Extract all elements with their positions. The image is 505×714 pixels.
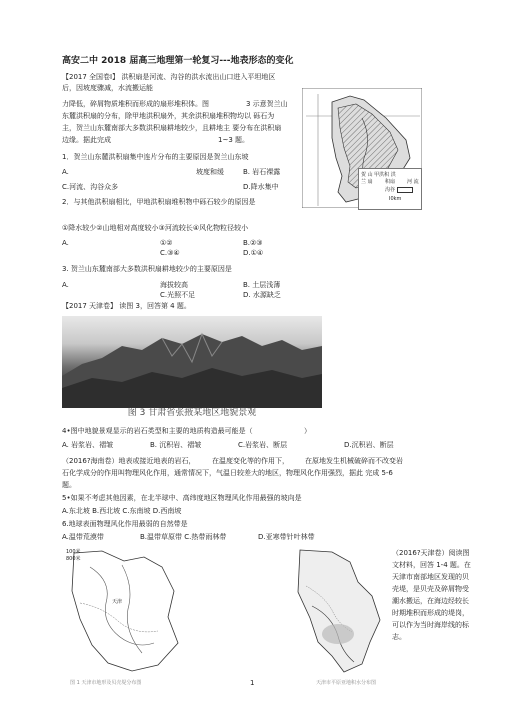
intro-line-1: 【2017 全国卷Ⅰ】 洪积扇是河流、沟谷的洪水流出山口进入平坦地区 — [62, 73, 276, 81]
mountain-silhouette — [62, 316, 322, 408]
q2-option-a: ①② — [160, 239, 173, 247]
q3-option-c: C.光照不足 — [160, 291, 196, 299]
legend-line-5: 沟谷 — [385, 187, 396, 193]
q3-option-a: 海拔较高 — [160, 281, 188, 289]
legend-line-4: 河 流 — [407, 179, 419, 185]
intro-line-6b: 1~3 题。 — [218, 136, 249, 144]
tj2016-line-6: 时期堆积而形成的堤岗， — [392, 609, 469, 617]
intro-line-6: 边缘。据此完成 — [62, 136, 111, 144]
q6-option-bc: B.温带草原带 C.热带雨林带 — [140, 533, 227, 541]
hainan-line-1b: 在温度变化等的作用下， — [212, 457, 289, 465]
q4-stem-end: ） — [304, 427, 311, 435]
tianjin-terrain-map — [62, 547, 186, 675]
q1-option-c: C.河流、沟谷众多 — [62, 183, 119, 191]
q6-option-d: D.亚寒带针叶林带 — [258, 533, 315, 541]
q5-options: A.东北坡 B.西北坡 C.东南坡 D.西南坡 — [62, 507, 182, 515]
tianjin-coast-map — [292, 546, 388, 676]
q4-option-b: B. 沉积岩、褶皱 — [150, 441, 202, 449]
q1-stem: 1．贺兰山东麓洪积扇集中连片分布的主要原因是贺兰山东坡 — [62, 153, 249, 161]
q1-option-a-label: A. — [62, 168, 69, 176]
q6-option-a: A.温带荒漠带 — [62, 533, 104, 541]
map-legend — [358, 168, 422, 210]
q2-option-a-label: A. — [62, 239, 69, 247]
tj2016-line-7: 可以作为当时海岸线的标 — [392, 621, 469, 629]
legend-line-2: 兰 扇 — [361, 179, 373, 185]
scale-bar-icon — [397, 187, 413, 193]
map-label-b: 800米 — [66, 556, 81, 562]
page-title: 高安二中 2018 届高三地理第一轮复习---地表形态的变化 — [62, 56, 294, 66]
legend-line-1: 贺 山 甲洪积 洪 — [361, 172, 396, 178]
left-map-caption: 图 1 天津市地形及贝壳堤分布图 — [70, 680, 142, 686]
hainan-line-3: 题。 — [62, 481, 76, 489]
q1-option-b: B. 岩石裸露 — [243, 168, 281, 176]
intro-line-3b: 3 示意贺兰山 — [246, 100, 288, 108]
tianjin-2017-heading: 【2017 天津卷】 读图 3，回答第 4 题。 — [62, 302, 191, 310]
q3-option-a-label: A. — [62, 281, 69, 289]
q3-option-d: D. 水源缺乏 — [243, 291, 281, 299]
tj2016-line-5: 潮水搬运，在海边经较长 — [392, 597, 469, 605]
terrain-map-graphic — [62, 547, 186, 675]
hainan-line-1: （2016?海南卷）地表或接近地表的岩石， — [62, 457, 196, 465]
hainan-line-1c: 在原地发生机械破碎而不改变岩 — [305, 457, 403, 465]
intro-line-5: 主，贺兰山东麓南部大多数洪积扇耕地较少，且耕地主 要分布在洪积扇 — [62, 124, 282, 132]
legend-line-3: 积扇 — [385, 179, 396, 185]
q5-stem: 5•如果不考虑其他因素，在北半球中、高纬度地区物理风化作用最强的坡向是 — [62, 494, 302, 502]
map-label-a: 100米 — [66, 549, 81, 555]
landscape-photo — [62, 316, 322, 408]
tj2016-line-3: 天津市南部地区发现的贝 — [392, 573, 469, 581]
q2-stem: 2．与其他洪积扇相比，甲地洪积扇堆积物中砾石较少的原因是 — [62, 198, 256, 206]
intro-line-3: 力降低，碎屑物质堆积而形成的扇形堆积体。图 — [62, 100, 209, 108]
q3-option-b: B. 土层浅薄 — [243, 281, 281, 289]
page-number: 1 — [250, 679, 255, 687]
q1-option-d: D.降水集中 — [243, 183, 279, 191]
coast-map-graphic — [292, 546, 388, 676]
q2-option-c: C.③④ — [160, 249, 180, 257]
q4-stem: 4•图中地貌景观显示的岩石类型和主要的地质构造最可能是（ — [62, 427, 253, 435]
q1-option-a: 坡度和缓 — [196, 168, 224, 176]
right-map-caption: 天津市平原亚地积水分布图 — [316, 680, 377, 686]
tj2016-line-2: 文材料，回答 1-4 题。在 — [392, 561, 471, 569]
hainan-line-2: 石化学成分的作用叫物理风化作用，通常情况下，气温日较差大的地区，物理风化作用强烈，据此 完成 5-6 — [62, 469, 393, 477]
q3-stem: 3. 贺兰山东麓南部大多数洪积扇耕地较少的主要原因是 — [62, 265, 232, 273]
scale-label: I0km — [389, 196, 402, 202]
tj2016-line-4: 壳堤，是贝壳及碎屑物受 — [392, 585, 469, 593]
q4-option-d: D.沉积岩、断层 — [344, 441, 394, 449]
intro-line-4: 东麓洪积扇的分布，除甲地洪积扇外，其余洪积扇堆积物均以 砾石为 — [62, 112, 275, 120]
tj2016-line-1: （2016?天津卷）阅读图 — [392, 549, 470, 557]
tj2016-line-8: 志。 — [392, 633, 406, 641]
map-label-tianjin: 天津 — [112, 599, 123, 605]
q6-stem: 6.地球表面物理风化作用最弱的自然带是 — [62, 520, 188, 528]
q2-choices: ①降水较少②山地相对高度较小③河流较长④风化物粒径较小 — [62, 224, 249, 232]
photo-caption: 图 3 甘肃省张掖某地区地貌景观 — [127, 408, 257, 418]
q2-option-d: D.①④ — [243, 249, 264, 257]
q4-option-c: C.岩浆岩、断层 — [238, 441, 288, 449]
q2-option-b: B.②③ — [243, 239, 263, 247]
intro-line-2: 后，因坡度骤减，水流搬运能 — [62, 84, 153, 92]
q4-option-a: A. 岩浆岩、褶皱 — [62, 441, 114, 449]
